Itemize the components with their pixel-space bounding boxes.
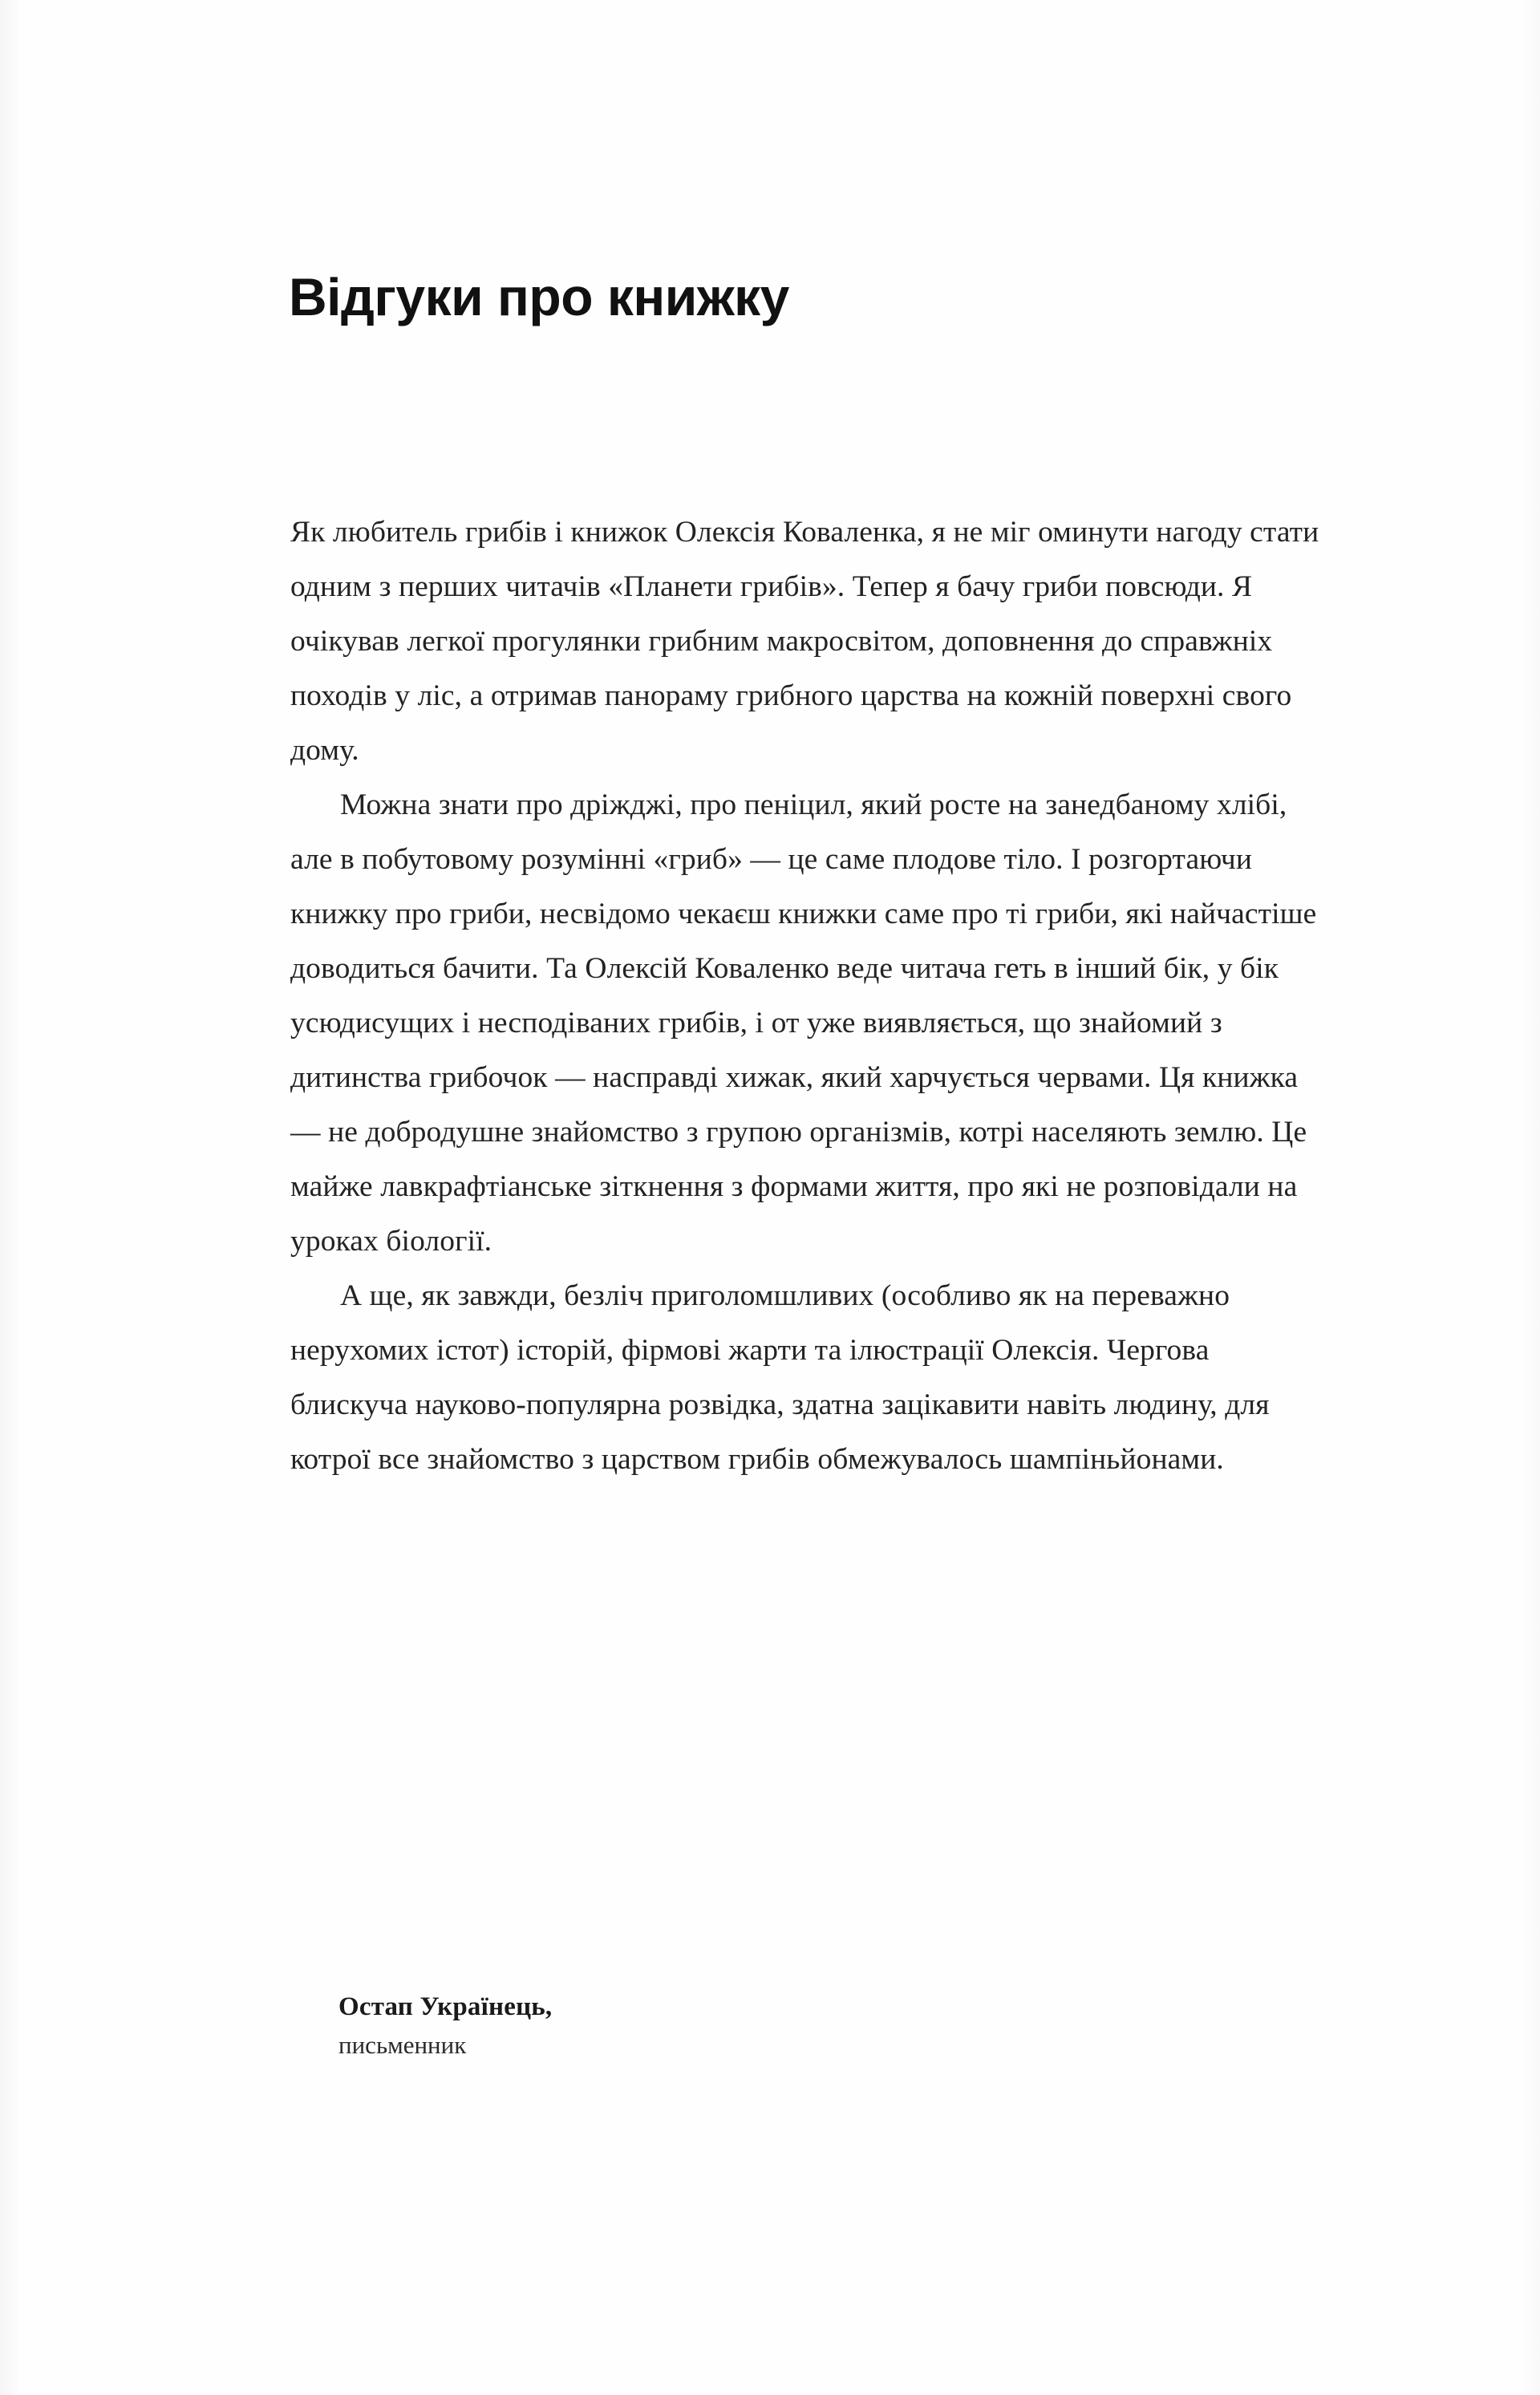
signature-role: письменник (338, 2031, 467, 2059)
paragraph-2: Можна знати про дріжджі, про пеніцил, який росте на занедбаному хлібі, але в побутовому розумінні «гриб» — це саме плодове тіло. І розгортаючи книжку про гриби, несвідомо чекаєш книжки саме про ті гриби, які найчастіше доводиться бачити. Та Олексій Коваленко веде читача геть в інший бік, у бік усюдисущих і несподіваних грибів, і от уже виявляється, що знайомий з дитинства грибочок — насправді хижак, який харчується червами. Ця книжка — не добродушне знайомство з групою організмів, котрі населяють землю. Це майже лавкрафтіанське зіткнення з формами життя, про які не розповідали на уроках біології. (290, 788, 1317, 1258)
signature-name: Остап Українець, (338, 1992, 553, 2021)
page-left-edge-shade (0, 0, 21, 2395)
paragraph-3: А ще, як завжди, безліч приголомшливих (особливо як на переважно нерухомих істот) історій, фірмові жарти та ілюстрації Олексія. Чергова блискуча науково-популярна розвідка, здатна зацікавити навіть людину, для котрої все знайомство з царством грибів обмежувалось шампіньйонами. (290, 1279, 1270, 1476)
page-right-edge-shade (1519, 0, 1540, 2395)
page-title: Відгуки про книжку (289, 267, 789, 327)
body-text-block (290, 505, 1333, 1487)
paragraph-1: Як любитель грибів і книжок Олексія Коваленка, я не міг оминути нагоду стати одним з перших читачів «Планети грибів». Тепер я бачу гриби повсюди. Я очікував легкої прогулянки грибним макросвітом, доповнення до справжніх походів у ліс, а отримав панораму грибного царства на кожній поверхні свого дому. (290, 516, 1319, 767)
signature-block (338, 1989, 1060, 2063)
page-content-area (289, 0, 1323, 2395)
